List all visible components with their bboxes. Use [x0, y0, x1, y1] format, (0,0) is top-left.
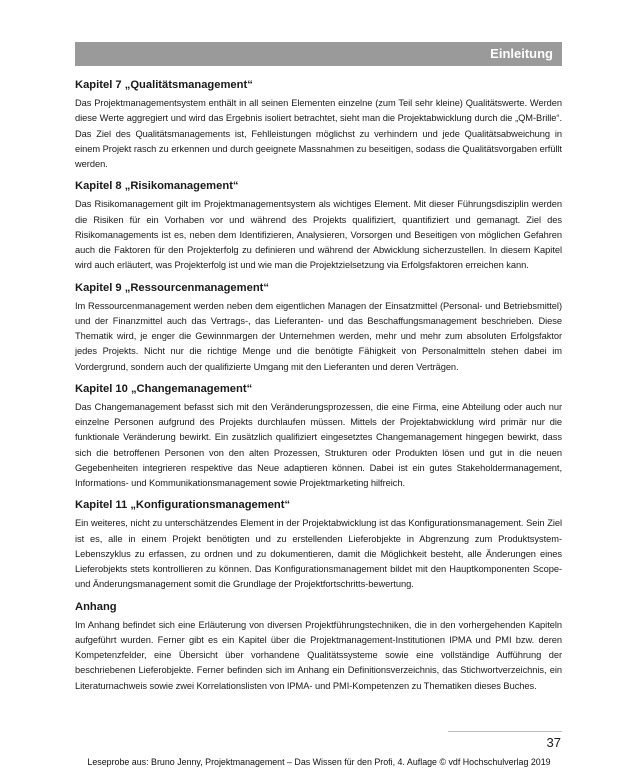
section-paragraph: Das Projektmanagementsystem enthält in all seinen Elementen einzelne (zum Teil sehr kleine) Qualitätswerte. Werden diese Werte aggregiert und wird das Ergebnis isoliert betrachtet, sieht man die Projektabwicklung durch die „QM-Brille“. Das Ziel des Qualitätsmanagements ist, Fehlleistungen möglichst zu verhindern und jede Qualitätsabweichung in einem Projekt rasch zu erkennen und durch geeignete Massnahmen zu beseitigen, sodass die Qualitätsvorgaben erfüllt werden.: [75, 98, 562, 169]
section-kapitel-11: [75, 498, 562, 592]
section-paragraph: Im Anhang befindet sich eine Erläuterung von diversen Projektführungstechniken, die in den vorhergehenden Kapiteln aufgeführt wurden. Ferner gibt es ein Kapitel über die Projektmanagement-Institutionen IPMA und PMI bzw. deren Kompetenzfelder, eine Übersicht über vorhandene Qualitätssysteme sowie eine vollständige Aufführung der beschriebenen Lieferobjekte. Ferner befinden sich im Anhang ein Definitionsverzeichnis, das Stichwortverzeichnis, ein Literaturnachweis sowie zwei Korrelationslisten von IPMA- und PMI-Kompetenzen zu Thematiken dieses Buches.: [75, 619, 562, 691]
section-anhang: [75, 600, 562, 694]
section-paragraph: Das Risikomanagement gilt im Projektmanagementsystem als wichtiges Element. Mit dieser Führungsdisziplin werden die Risiken für ein Vorhaben vor und während des Projekts qualifiziert, quantifiziert und gemanagt. Ziel des Risikomanagements ist es, neben dem Identifizieren, Analysieren, Vorsorgen und Beseitigen von möglichen Gefahren auch die Faktoren für den Projekterfolg zu definieren und während der Abwicklung sicherzustellen. In diesem Kapitel wird auch erläutert, was Projekterfolg ist und wie man die Projektzielsetzung via Erfolgsfaktoren erreichen kann.: [75, 199, 562, 271]
footer-citation: Leseprobe aus: Bruno Jenny, Projektmanagement – Das Wissen für den Profi, 4. Auflage © vdf Hochschulverlag 2019: [87, 757, 551, 767]
section-paragraph: Das Changemanagement befasst sich mit den Veränderungsprozessen, die eine Firma, eine Abteilung oder auch nur einzelne Personen aufgrund des Projekts durchlaufen müssen. Mittels der Projektabwicklung wird primär nur die funktionale Veränderung bewirkt. Ein zusätzlich qualifiziert eingesetztes Changemanagement hingegen bewirkt, dass sich die betroffenen Personen von den alten Prozessen, Strukturen oder Produkten lösen und gut in die neuen Gegebenheiten integrieren respektive das Neue adaptieren können. Dabei ist ein gutes Stakeholdermanagement, Informations- und Kommunikationsmanagement sowie Projektmarketing hilfreich.: [75, 401, 562, 488]
section-kapitel-10: [75, 382, 562, 492]
section-kapitel-9: [75, 281, 562, 375]
chapter-header-title: Einleitung: [490, 46, 553, 61]
section-kapitel-8: [75, 179, 562, 273]
section-heading: Kapitel 11 „Konfigurationsmanagement“: [75, 499, 291, 512]
section-paragraph: Ein weiteres, nicht zu unterschätzendes Element in der Projektabwicklung ist das Konfigurationsmanagement. Sein Ziel ist es, alle in einem Projekt benötigten und zu erstellenden Lieferobjekte in Abgrenzung zum Produktsystem-Lebenszyklus zu erfassen, zu ordnen und zu dokumentieren, damit die Möglichkeit besteht, alle Änderungen eines Lieferobjekts stets kontrollieren zu können. Das Konfigurationsmanagement bildet mit den Hauptkomponenten Scope- und Änderungsmanagement somit die Grundlage der Projektfortschritts-bewertung.: [75, 518, 562, 590]
section-paragraph: Im Ressourcenmanagement werden neben dem eigentlichen Managen der Einsatzmittel (Personal- und Betriebsmittel) und der Finanzmittel auch das Vertrags-, das Lieferanten- und das Beschaffungsmanagement beschrieben. Diese Thematik wird, je enger die Gewinnmargen der Unternehmen werden, mehr und mehr zum absoluten Erfolgsfaktor jedes Projekts. Nicht nur die richtige Menge und die benötigte Fähigkeit von Personalmitteln stehen dabei im Vordergrund, sondern auch der qualifizierte Umgang mit den Lieferanten und deren Verträgen.: [75, 300, 562, 372]
section-heading: Anhang: [75, 600, 117, 613]
section-heading: Kapitel 9 „Ressourcenmanagement“: [75, 281, 269, 294]
page-content: [75, 78, 562, 701]
section-heading: Kapitel 10 „Changemanagement“: [75, 382, 253, 395]
section-heading: Kapitel 7 „Qualitätsmanagement“: [75, 79, 253, 91]
chapter-header-bar: [75, 42, 562, 66]
page-number-rule: [448, 731, 562, 732]
section-heading: Kapitel 8 „Risikomanagement“: [75, 180, 239, 193]
page-number: 37: [546, 735, 561, 750]
section-kapitel-7: [75, 78, 562, 172]
